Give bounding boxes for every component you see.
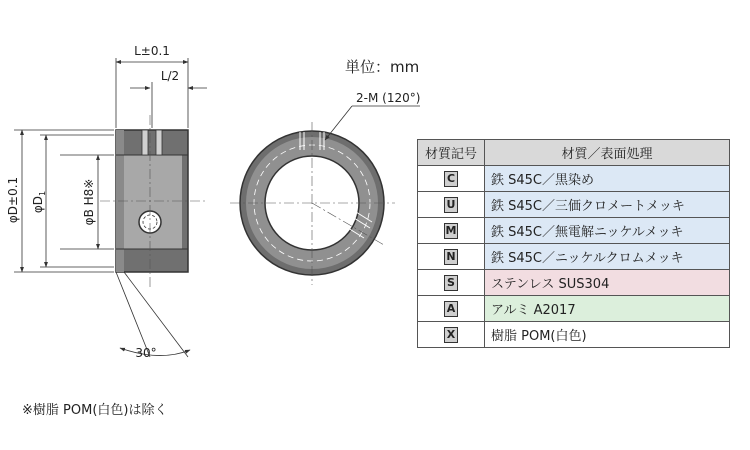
table-row [418, 270, 730, 296]
table-row [418, 244, 730, 270]
material-name: 鉄 S45C／三価クロメートメッキ [485, 192, 730, 218]
table-row [418, 296, 730, 322]
material-code: M [445, 223, 457, 237]
material-code: C [444, 171, 458, 187]
half-length-dimension [130, 69, 207, 128]
material-code: N [444, 249, 458, 265]
half-length-label: L/2 [160, 69, 180, 83]
d1-label: $\varphi D_1$ [31, 190, 47, 214]
header-material: 材質／表面処理 [485, 140, 730, 166]
material-code: S [444, 275, 458, 291]
header-code: 材質記号 [418, 140, 485, 166]
table-row [418, 322, 730, 348]
material-code: U [444, 197, 458, 213]
front-view [230, 122, 395, 285]
footnote: ※樹脂 POM(白色)は除く [22, 403, 168, 418]
side-view [100, 115, 205, 290]
unit-label: 単位：mm [345, 58, 420, 76]
tap-label: 2-M (120°) [356, 91, 421, 105]
table-row [418, 192, 730, 218]
material-name: 樹脂 POM(白色) [485, 322, 730, 348]
material-table-header [418, 140, 730, 166]
material-name: ステンレス SUS304 [485, 270, 730, 296]
material-table [417, 139, 730, 348]
length-label: L±0.1 [134, 44, 170, 58]
bore-label: φB H8※ [82, 178, 96, 226]
material-name: 鉄 S45C／無電解ニッケルメッキ [485, 218, 730, 244]
outer-diameter-label: φD±0.1 [6, 176, 20, 224]
material-name: 鉄 S45C／ニッケルクロムメッキ [485, 244, 730, 270]
tap-leader [325, 91, 420, 140]
material-code: X [444, 327, 458, 343]
angle-label: 30° [135, 346, 157, 360]
table-row [418, 218, 730, 244]
table-row [418, 166, 730, 192]
material-name: 鉄 S45C／黒染め [485, 166, 730, 192]
material-name: アルミ A2017 [485, 296, 730, 322]
material-code: A [444, 301, 458, 317]
chamfer-angle-dimension [116, 272, 190, 360]
material-table-body [418, 166, 730, 348]
bore-dimension [60, 155, 114, 249]
